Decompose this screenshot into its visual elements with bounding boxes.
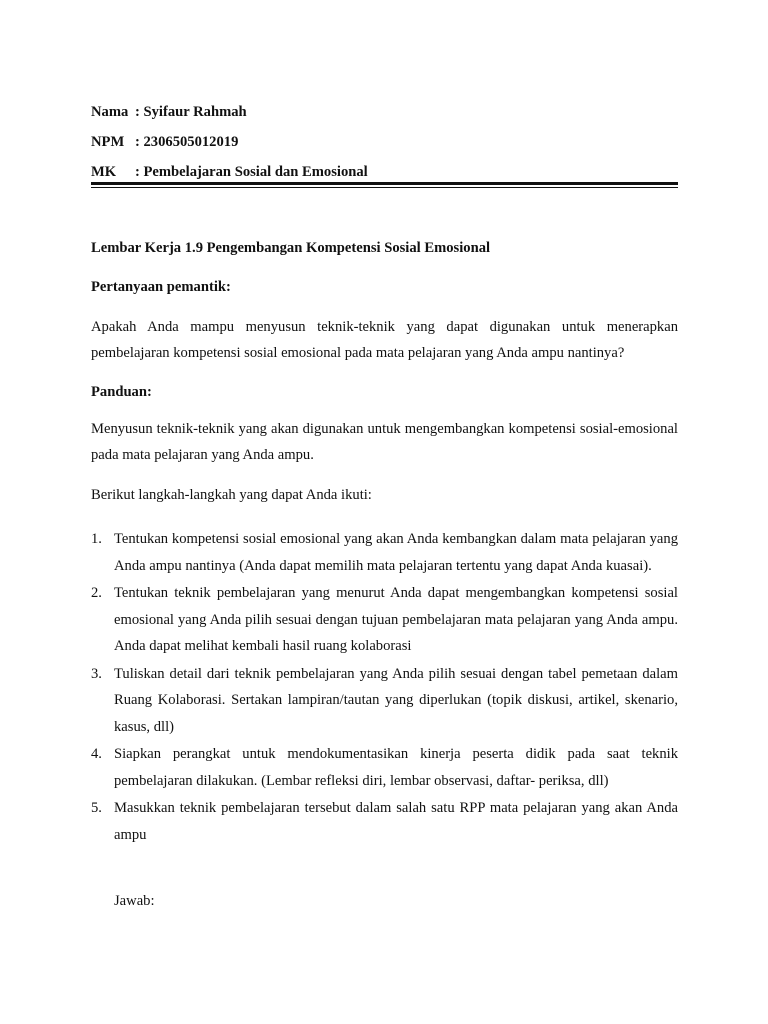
step-text: Masukkan teknik pembelajaran tersebut dalam salah satu RPP mata pelajaran yang akan Anda ampu [114,800,678,843]
step-text: Tentukan teknik pembelajaran yang menurut Anda dapat mengembangkan kompetensi sosial emosional yang Anda pilih sesuai dengan tujuan pembelajaran mata pelajaran yang Anda ampu. Anda dapat melihat kembali hasil ruang kolaborasi [114,585,678,654]
trigger-heading: Pertanyaan pemantik: [91,279,231,295]
step-number: 5. [91,800,102,816]
list-item [91,526,678,579]
header-rule-thin [91,187,678,188]
guide-heading: Panduan: [91,384,152,400]
answer-label: Jawab: [114,893,155,909]
step-number: 4. [91,746,102,762]
name-row [91,104,247,121]
steps-list [91,526,678,849]
list-item [91,661,678,741]
name-label: Nama [91,104,129,120]
header-rule-thick [91,182,678,185]
worksheet-title: Lembar Kerja 1.9 Pengembangan Kompetensi Sosial Emosional [91,240,491,256]
npm-label: NPM [91,134,125,150]
mk-row [91,164,368,181]
npm-row [91,134,238,151]
list-item [91,795,678,848]
step-text: Tentukan kompetensi sosial emosional yang akan Anda kembangkan dalam mata pelajaran yang Anda ampu nantinya (Anda dapat memilih mata pelajaran tertentu yang dapat Anda kuasai). [114,531,678,574]
mk-label: MK [91,164,117,180]
guide-intro: Berikut langkah-langkah yang dapat Anda ikuti: [91,487,372,503]
npm-value: : 2306505012019 [135,134,239,150]
step-number: 1. [91,531,102,547]
step-number: 3. [91,665,102,682]
mk-value: : Pembelajaran Sosial dan Emosional [135,164,368,180]
guide-text: Menyusun teknik-teknik yang akan digunakan untuk mengembangkan kompetensi sosial-emosional pada mata pelajaran yang Anda ampu. [91,421,678,463]
name-value: : Syifaur Rahmah [135,104,247,120]
trigger-text: Apakah Anda mampu menyusun teknik-teknik yang dapat digunakan untuk menerapkan pembelajaran kompetensi sosial emosional pada mata pelajaran yang Anda ampu nantinya? [91,319,678,361]
step-number: 2. [91,585,102,601]
list-item [91,580,678,660]
list-item [91,741,678,794]
step-text: Siapkan perangkat untuk mendokumentasikan kinerja peserta didik pada saat teknik pembelajaran dilakukan. (Lembar refleksi diri, lembar observasi, daftar- periksa, dll) [114,746,678,789]
step-text: Tuliskan detail dari teknik pembelajaran yang Anda pilih sesuai dengan tabel pemetaan dalam Ruang Kolaborasi. Sertakan lampiran/tautan yang diperlukan (topik diskusi, artikel, skenario, kasus, dll) [114,665,678,735]
